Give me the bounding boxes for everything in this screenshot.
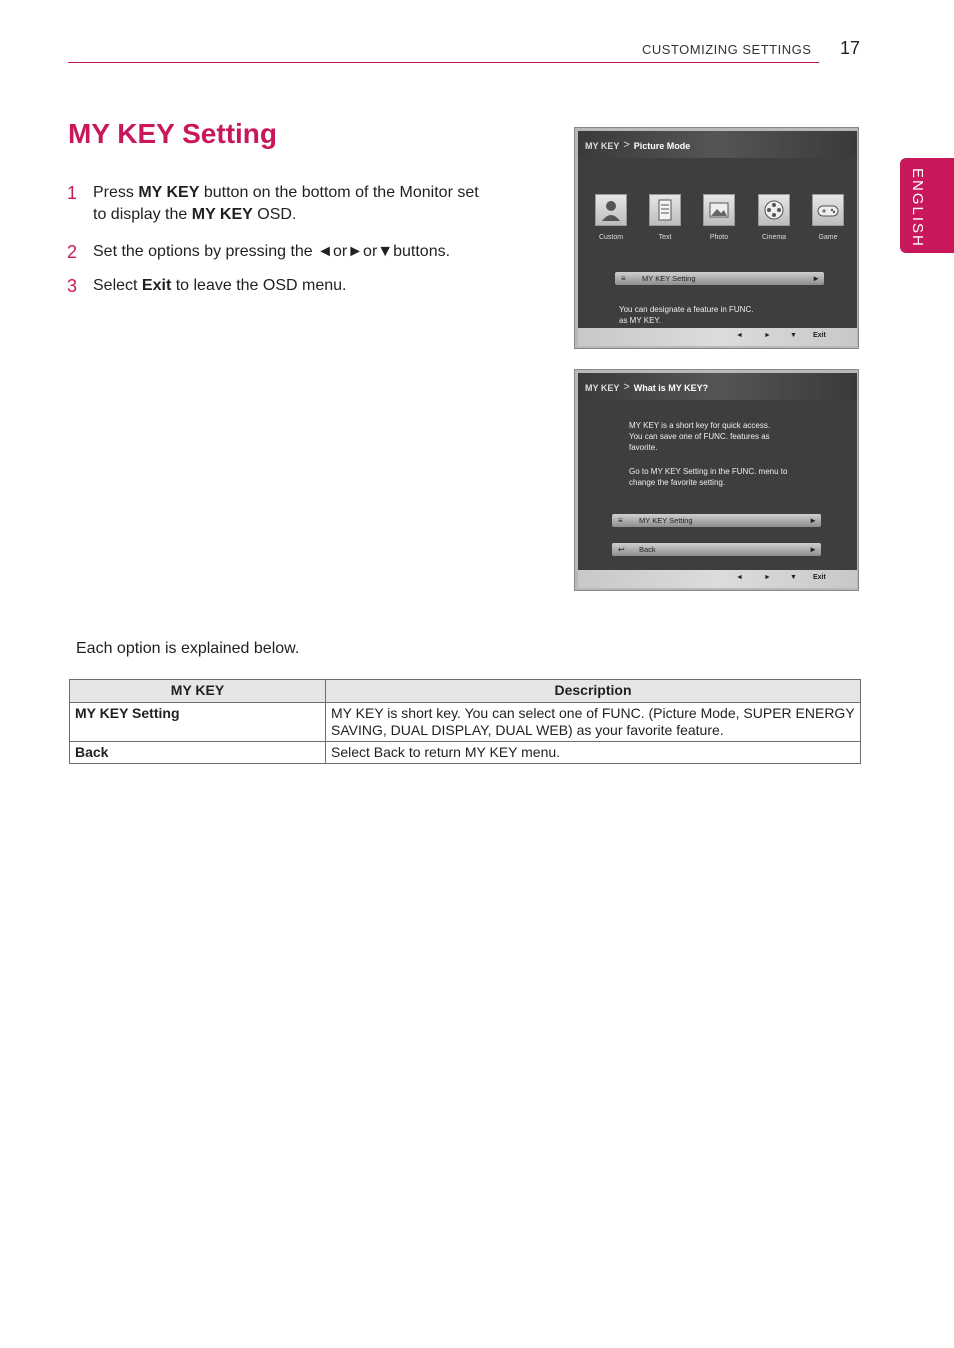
step-text: Press MY KEY button on the bottom of the Monitor set to display the MY KEY OSD.: [93, 184, 479, 223]
settings-list-icon: ≡: [621, 274, 626, 283]
step-text: Set the options by pressing the ◄or►or▼buttons.: [93, 243, 451, 260]
document-icon: [649, 194, 681, 226]
right-arrow-button[interactable]: ►: [764, 332, 771, 339]
exit-button[interactable]: Exit: [813, 332, 826, 339]
mode-text[interactable]: Text: [648, 194, 682, 241]
osd-footer: [578, 328, 857, 346]
osd-body: [578, 158, 857, 328]
osd-option-my-key-setting[interactable]: ≡ MY KEY Setting ►: [615, 272, 824, 285]
osd-option-back[interactable]: ↩ Back ►: [612, 543, 821, 556]
arrow-right-icon: ►: [812, 274, 820, 283]
step-number: 3: [67, 276, 78, 296]
option-name: MY KEY Setting: [70, 703, 326, 742]
gamepad-icon: [812, 194, 844, 226]
step-number: 1: [67, 183, 78, 203]
table-row: [70, 703, 861, 742]
language-tab: [900, 158, 954, 253]
settings-list-icon: ≡: [618, 516, 623, 525]
arrow-right-icon: ►: [809, 545, 817, 554]
osd-option-my-key-setting[interactable]: ≡ MY KEY Setting ►: [612, 514, 821, 527]
osd-body: [578, 400, 857, 570]
person-icon: [595, 194, 627, 226]
osd-help-text-2: Go to MY KEY Setting in the FUNC. menu to change the favorite setting.: [629, 467, 788, 487]
osd-footer: [578, 570, 857, 588]
header-divider: [68, 62, 819, 63]
mode-cinema[interactable]: Cinema: [757, 194, 791, 241]
arrow-right-icon: ►: [809, 516, 817, 525]
picture-icon: [703, 194, 735, 226]
film-reel-icon: [758, 194, 790, 226]
left-arrow-button[interactable]: ◄: [736, 332, 743, 339]
option-description: Select Back to return MY KEY menu.: [326, 742, 861, 764]
exit-button[interactable]: Exit: [813, 574, 826, 581]
mode-game[interactable]: Game: [811, 194, 845, 241]
step-text: Select Exit to leave the OSD menu.: [93, 277, 347, 294]
language-tab-label: ENGLISH: [909, 168, 926, 248]
right-arrow-button[interactable]: ►: [764, 574, 771, 581]
table-row: [70, 742, 861, 764]
osd-title-bar: [578, 131, 857, 158]
table-header-row: [70, 680, 861, 703]
down-arrow-button[interactable]: ▼: [790, 332, 797, 339]
step-number: 2: [67, 242, 78, 262]
osd-breadcrumb: MY KEY > What is MY KEY?: [585, 381, 709, 393]
osd-breadcrumb: MY KEY > Picture Mode: [585, 139, 691, 151]
osd-description: You can designate a feature in FUNC. as MY KEY.: [619, 305, 754, 325]
section-title: CUSTOMIZING SETTINGS: [642, 42, 812, 57]
page-title: MY KEY Setting: [68, 118, 278, 149]
page-number: 17: [840, 38, 861, 58]
return-icon: ↩: [618, 545, 625, 554]
options-table: [69, 679, 861, 764]
left-arrow-button[interactable]: ◄: [736, 574, 743, 581]
osd-what-is-my-key-screenshot: [574, 369, 859, 591]
explanation-intro: Each option is explained below.: [76, 640, 300, 657]
column-header: Description: [326, 680, 861, 703]
option-name: Back: [70, 742, 326, 764]
column-header: MY KEY: [70, 680, 326, 703]
down-arrow-button[interactable]: ▼: [790, 574, 797, 581]
osd-picture-mode-screenshot: [574, 127, 859, 349]
mode-photo[interactable]: Photo: [702, 194, 736, 241]
osd-title-bar: [578, 373, 857, 400]
osd-help-text: MY KEY is a short key for quick access. You can save one of FUNC. features as favorite.: [629, 421, 771, 452]
mode-custom[interactable]: Custom: [594, 194, 628, 241]
option-description: MY KEY is short key. You can select one of FUNC. (Picture Mode, SUPER ENERGY SAVING, DUAL DISPLAY, DUAL WEB) as your favorite feature.: [326, 703, 861, 742]
